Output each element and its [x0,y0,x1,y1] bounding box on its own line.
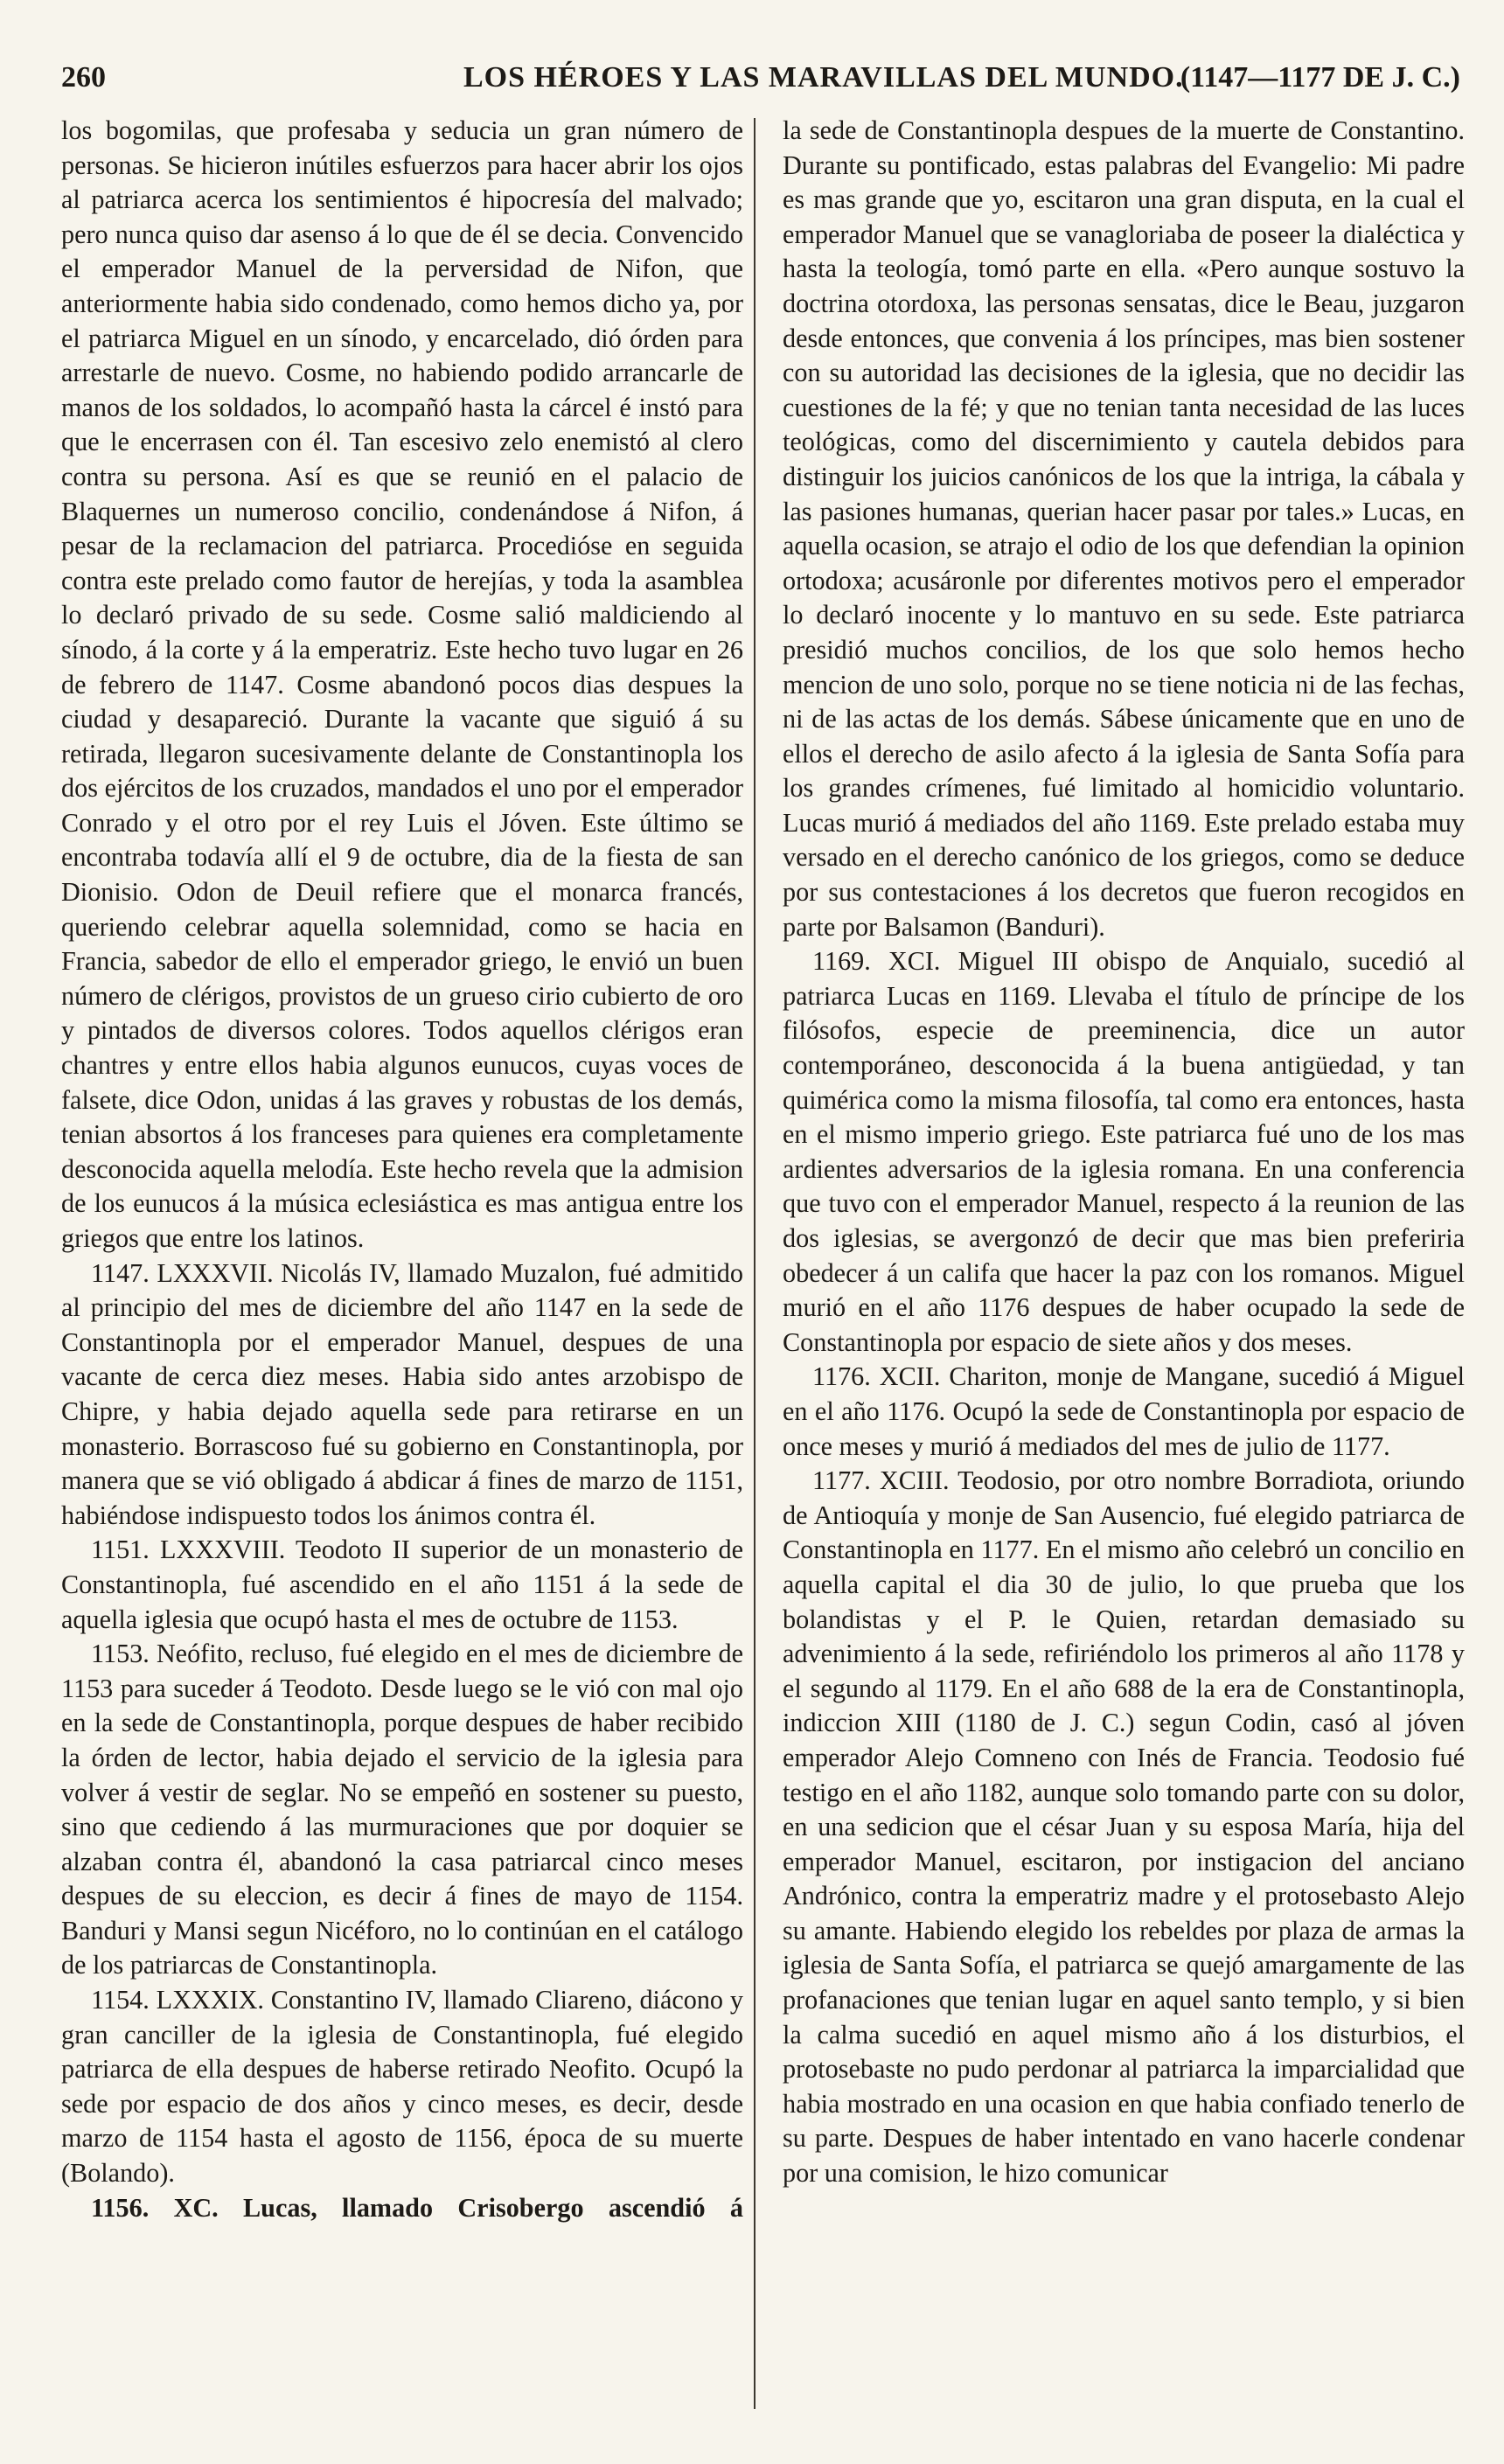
running-title: LOS HÉROES Y LAS MARAVILLAS DEL MUNDO. [463,61,1184,94]
left-column [61,114,743,2225]
page-header [61,61,1460,114]
column-divider [754,118,755,2409]
date-range: (1147—1177 DE J. C.) [1180,61,1460,94]
entry-1151: 1151. LXXXVIII. Teodoto II superior de un monasterio de Constantinopla, fué ascendido en el año 1151 á la sede de aquella iglesia que ocupó hasta el mes de octubre de 1153. [61,1535,743,1634]
paragraph: la sede de Constantinopla despues de la muerte de Constantino. Durante su pontificado, estas palabras del Evangelio: Mi padre es mas grande que yo, escitaron una gran disputa, en la cual el emperador Manuel que se vanagloriaba de poseer la dialéctica y hasta la teología, tomó parte en ella. «Pero aunque sostuvo la doctrina otordoxa, las personas sensatas, dice le Beau, juzgaron desde entonces, que convenia á los príncipes, mas bien sostener con su autoridad las decisiones de la iglesia, que no decidir las cuestiones de la fé; y que no tenian tanta necesidad de las luces teológicas, como del discernimiento y cautela debidos para distinguir los juicios canónicos de los que la intriga, la cábala y las pasiones humanas, querian hacer pasar por tales.» Lucas, en aquella ocasion, se atrajo el odio de los que defendian la opinion ortodoxa; acusáronle por diferentes motivos pero el emperador lo declaró inocente y lo mantuvo en su sede. Este patriarca presidió muchos concilios, de los que solo hemos hecho mencion de uno solo, porque no se tiene noticia ni de las fechas, ni de las actas de los demás. Sábese únicamente que en uno de ellos el derecho de asilo afecto á la iglesia de Santa Sofía para los grandes crímenes, fué limitado al homicidio voluntario. Lucas murió á mediados del año 1169. Este prelado estaba muy versado en el derecho canónico de los griegos, como se deduce por sus contestaciones á los decretos que fueron recogidos en parte por Balsamon (Banduri). [783,115,1465,942]
page-number: 260 [61,61,106,94]
entry-1169: 1169. XCI. Miguel III obispo de Anquialo, sucedió al patriarca Lucas en 1169. Llevaba el título de príncipe de los filósofos, especie de preeminencia, dice un autor contemporáneo, desconocida á la buena antigüedad, y tan quimérica como la misma filosofía, tal como era entonces, hasta en el mismo imperio griego. Este patriarca fué uno de los mas ardientes adversarios de la iglesia romana. En una conferencia que tuvo con el emperador Manuel, respecto á la reunion de las dos iglesias, se avergonzó de decir que mas bien preferiria obedecer á un califa que hacer la paz con los romanos. Miguel murió en el año 1176 despues de haber ocupado la sede de Constantinopla por espacio de siete años y dos meses. [783,946,1465,1357]
entry-1154: 1154. LXXXIX. Constantino IV, llamado Cliareno, diácono y gran canciller de la iglesia de Constantinopla, fué elegido patriarca de ella despues de haberse retirado Neofito. Ocupó la sede por espacio de dos años y cinco meses, es decir, desde marzo de 1154 hasta el agosto de 1156, época de su muerte (Bolando). [61,1985,743,2189]
entry-1176: 1176. XCII. Chariton, monje de Mangane, sucedió á Miguel en el año 1176. Ocupó la sede de Constantinopla por espacio de once meses y murió á mediados del mes de julio de 1177. [783,1361,1465,1461]
entry-1177: 1177. XCIII. Teodosio, por otro nombre Borradiota, oriundo de Antioquía y monje de San Ausencio, fué elegido patriarca de Constantinopla en 1177. En el mismo año celebró un concilio en aquella capital el dia 30 de julio, lo que prueba que los bolandistas y el P. le Quien, retardan demasiado su advenimiento á la sede, refiriéndolo los primeros al año 1178 y el segundo al 1179. En el año 688 de la era de Constantinopla, indiccion XIII (1180 de J. C.) segun Codin, casó al jóven emperador Alejo Comneno con Inés de Francia. Teodosio fué testigo en el año 1182, aunque solo tomando parte con su dolor, en una sedicion que el césar Juan y su esposa María, hija del emperador Manuel, escitaron, por instigacion del anciano Andrónico, contra la emperatriz madre y el protosebasto Alejo su amante. Habiendo elegido los rebeldes por plaza de armas la iglesia de Santa Sofía, el patriarca se quejó amargamente de las profanaciones que tenian lugar en aquel santo templo, y si bien la calma sucedió en aquel mismo año á los disturbios, el protosebaste no pudo perdonar al patriarca la imparcialidad que habia mostrado en una ocasion en que habia confiado tenerlo de su parte. Despues de haber intentado en vano hacerle condenar por una comision, le hizo comunicar [783,1465,1465,2189]
paragraph: los bogomilas, que profesaba y seducia un gran número de personas. Se hicieron inútiles esfuerzos para hacer abrir los ojos al patriarca acerca los sentimientos é hipocresía del malvado; pero nunca quiso dar asenso á lo que de él se decia. Convencido el emperador Manuel de la perversidad de Nifon, que anteriormente habia sido condenado, como hemos dicho ya, por el patriarca Miguel en un sínodo, y encarcelado, dió órden para arrestarle de nuevo. Cosme, no habiendo podido arrancarle de manos de los soldados, lo acompañó hasta la cárcel é instó para que le encerrasen con él. Tan escesivo zelo enemistó al clero contra su persona. Así es que se reunió en el palacio de Blaquernes un numeroso concilio, condenándose á Nifon, á pesar de la reclamacion del patriarca. Procedióse en seguida contra este prelado como fautor de herejías, y toda la asamblea lo declaró privado de su sede. Cosme salió maldiciendo al sínodo, á la corte y á la emperatriz. Este hecho tuvo lugar en 26 de febrero de 1147. Cosme abandonó pocos dias despues la ciudad y desapareció. Durante la vacante que siguió á su retirada, llegaron sucesivamente delante de Constantinopla los dos ejércitos de los cruzados, mandados el uno por el emperador Conrado y el otro por el rey Luis el Jóven. Este último se encontraba todavía allí el 9 de octubre, dia de la fiesta de san Dionisio. Odon de Deuil refiere que el monarca francés, queriendo celebrar aquella solemnidad, como se hacia en Francia, sabedor de ello el emperador griego, le envió un buen número de clérigos, provistos de un grueso cirio cubierto de oro y pintados de diversos colores. Todos aquellos clérigos eran chantres y entre ellos habia algunos eunucos, cuyas voces de falsete, dice Odon, unidas á las graves y robustas de los demás, tenian absortos á los franceses para quienes era completamente desconocida aquella melodía. Este hecho revela que la admision de los eunucos á la música eclesiástica es mas antigua entre los griegos que entre los latinos. [61,115,743,1253]
right-column [783,114,1465,2191]
entry-1147: 1147. LXXXVII. Nicolás IV, llamado Muzalon, fué admitido al principio del mes de diciembre del año 1147 en la sede de Constantinopla por el emperador Manuel, despues de una vacante de cerca diez meses. Habia sido antes arzobispo de Chipre, y habia dejado aquella sede para retirarse en un monasterio. Borrascoso fué su gobierno en Constantinopla, por manera que se vió obligado á abdicar á fines de marzo de 1151, habiéndose indispuesto todos los ánimos contra él. [61,1257,743,1530]
entry-1153: 1153. Neófito, recluso, fué elegido en el mes de diciembre de 1153 para suceder á Teodoto. Desde luego se le vió con mal ojo en la sede de Constantinopla, porque despues de haber recibido la órden de lector, habia dejado el servicio de la iglesia para volver á vestir de seglar. No se empeñó en sostener su puesto, sino que cediendo á las murmuraciones que por doquier se alzaban contra él, abandonó la casa patriarcal cinco meses despues de su eleccion, es decir á fines de mayo de 1154. Banduri y Mansi segun Nicéforo, no lo continúan en el catálogo de los patriarcas de Constantinopla. [61,1639,743,1980]
entry-1156: 1156. XC. Lucas, llamado Crisobergo ascendió á [91,2192,743,2223]
